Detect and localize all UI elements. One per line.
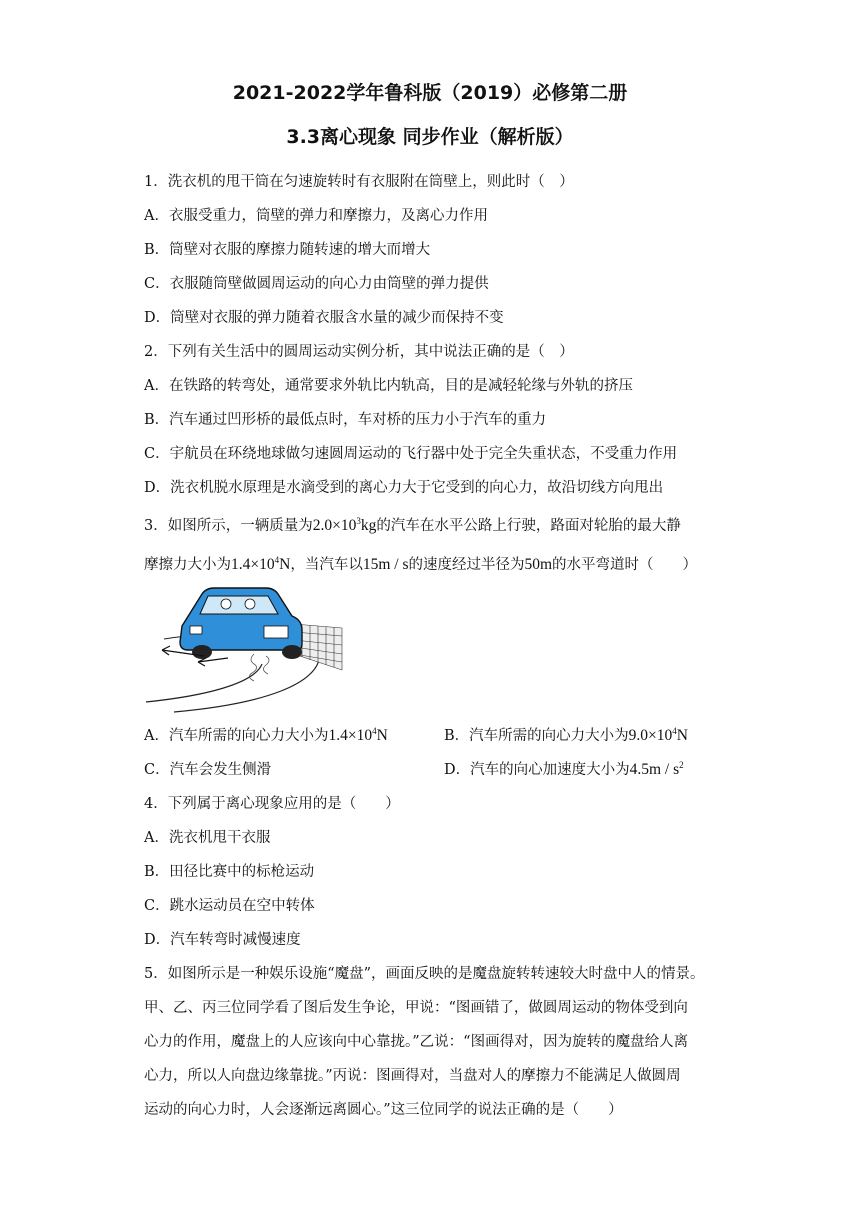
rear-wheel-left (192, 645, 212, 659)
q3-option-b-exp: 4 (672, 726, 677, 736)
q3-text: 的水平弯道时（ ） (552, 557, 698, 573)
q3-mass-coef: 2.0×10 (312, 517, 357, 534)
q3-radius: 50m (524, 556, 553, 573)
q4-option-b: B．田径比赛中的标枪运动 (144, 864, 315, 880)
q4-option-d: D．汽车转弯时减慢速度 (144, 932, 301, 948)
car-on-curve-illustration (144, 584, 344, 714)
license-plate (264, 626, 288, 638)
q3-option-a-text: A．汽车所需的向心力大小为 (144, 728, 329, 744)
car-rear-window (200, 596, 278, 614)
q1-stem: 1．洗衣机的甩干筒在匀速旋转时有衣服附在筒壁上，则此时（ ） (144, 174, 574, 190)
q3-option-a (144, 726, 388, 746)
q3-option-a-unit: N (376, 727, 388, 744)
q3-stem-line1 (144, 516, 681, 536)
q3-option-b-unit: N (676, 727, 688, 744)
driver-head (221, 599, 231, 609)
q4-option-c: C．跳水运动员在空中转体 (144, 898, 315, 914)
q3-option-b-text: B．汽车所需的向心力大小为 (444, 728, 629, 744)
tire-smoke (263, 656, 269, 674)
q3-text: 3．如图所示，一辆质量为 (144, 518, 313, 534)
q4-stem: 4．下列属于离心现象应用的是（ ） (144, 796, 400, 812)
q1-option-c: C．衣服随筒壁做圆周运动的向心力由筒壁的弹力提供 (144, 276, 489, 292)
q3-option-a-exp: 4 (372, 726, 377, 736)
q3-mass-exp: 3 (356, 516, 361, 526)
q2-option-b: B．汽车通过凹形桥的最低点时，车对桥的压力小于汽车的重力 (144, 412, 547, 428)
q3-mass (313, 517, 377, 534)
tail-light (190, 626, 202, 634)
q3-stem-line2 (144, 555, 697, 575)
q1-option-d: D．筒壁对衣服的弹力随着衣服含水量的减少而保持不变 (144, 310, 504, 326)
q3-option-d-text: D．汽车的向心加速度大小为 (444, 762, 630, 778)
q5-line5: 运动的向心力时，人会逐渐远离圆心。”这三位同学的说法正确的是（ ） (144, 1102, 623, 1118)
q5-line4: 心力，所以人向盘边缘靠拢。”丙说：图画得对，当盘对人的摩擦力不能满足人做圆周 (144, 1068, 681, 1084)
q3-option-d-val: 4.5m / s (629, 761, 680, 778)
left-arrow-2 (198, 658, 228, 666)
q3-text: 的汽车在水平公路上行驶，路面对轮胎的最大静 (376, 518, 681, 534)
page-title-line2: 3.3离心现象 同步作业（解析版） (286, 126, 574, 148)
q3-option-d-exp: 2 (679, 760, 684, 770)
q3-option-d (444, 760, 684, 780)
q3-option-b (444, 726, 688, 746)
q3-friction-unit: N (279, 556, 291, 573)
q3-option-d-value (630, 761, 684, 778)
q3-mass-unit: kg (360, 517, 377, 534)
q3-text: ，当汽车以 (290, 557, 363, 573)
q3-text: 摩擦力大小为 (144, 557, 231, 573)
road-edge-inner (146, 664, 262, 702)
q2-option-a: A．在铁路的转弯处，通常要求外轨比内轨高，目的是减轻轮缘与外轨的挤压 (144, 378, 633, 394)
passenger-head (245, 599, 255, 609)
q2-option-c: C．宇航员在环绕地球做匀速圆周运动的飞行器中处于完全失重状态，不受重力作用 (144, 446, 678, 462)
q3-friction-coef: 1.4×10 (231, 556, 275, 573)
q3-option-c: C．汽车会发生侧滑 (144, 762, 272, 778)
q2-option-d: D．洗衣机脱水原理是水滴受到的离心力大于它受到的向心力，故沿切线方向甩出 (144, 480, 664, 496)
q5-line1: 5．如图所示是一种娱乐设施“魔盘”，画面反映的是魔盘旋转转速较大时盘中人的情景。 (144, 966, 705, 982)
q1-option-b: B．筒壁对衣服的摩擦力随转速的增大而增大 (144, 242, 431, 258)
q3-text: 的速度经过半径为 (408, 557, 525, 573)
q3-option-b-value (629, 727, 688, 744)
q3-friction (231, 556, 290, 573)
q2-stem: 2．下列有关生活中的圆周运动实例分析，其中说法正确的是（ ） (144, 344, 574, 360)
q3-speed: 15m / s (362, 556, 409, 573)
q3-friction-exp: 4 (274, 555, 280, 565)
q3-option-a-coef: 1.4×10 (328, 727, 373, 744)
rear-wheel-right (282, 645, 302, 659)
page-title-line1: 2021-2022学年鲁科版（2019）必修第二册 (232, 82, 628, 104)
q3-option-b-coef: 9.0×10 (628, 727, 673, 744)
q1-option-a: A．衣服受重力，筒壁的弹力和摩擦力，及离心力作用 (144, 208, 488, 224)
q4-option-a: A．洗衣机甩干衣服 (144, 830, 271, 846)
road-edge-outer (174, 654, 320, 712)
q3-option-a-value (328, 727, 387, 744)
q5-line2: 甲、乙、丙三位同学看了图后发生争论，甲说：“图画错了，做圆周运动的物体受到向 (144, 1000, 688, 1016)
q5-line3: 心力的作用，魔盘上的人应该向中心靠拢。”乙说：“图画得对，因为旋转的魔盘给人离 (144, 1034, 689, 1050)
